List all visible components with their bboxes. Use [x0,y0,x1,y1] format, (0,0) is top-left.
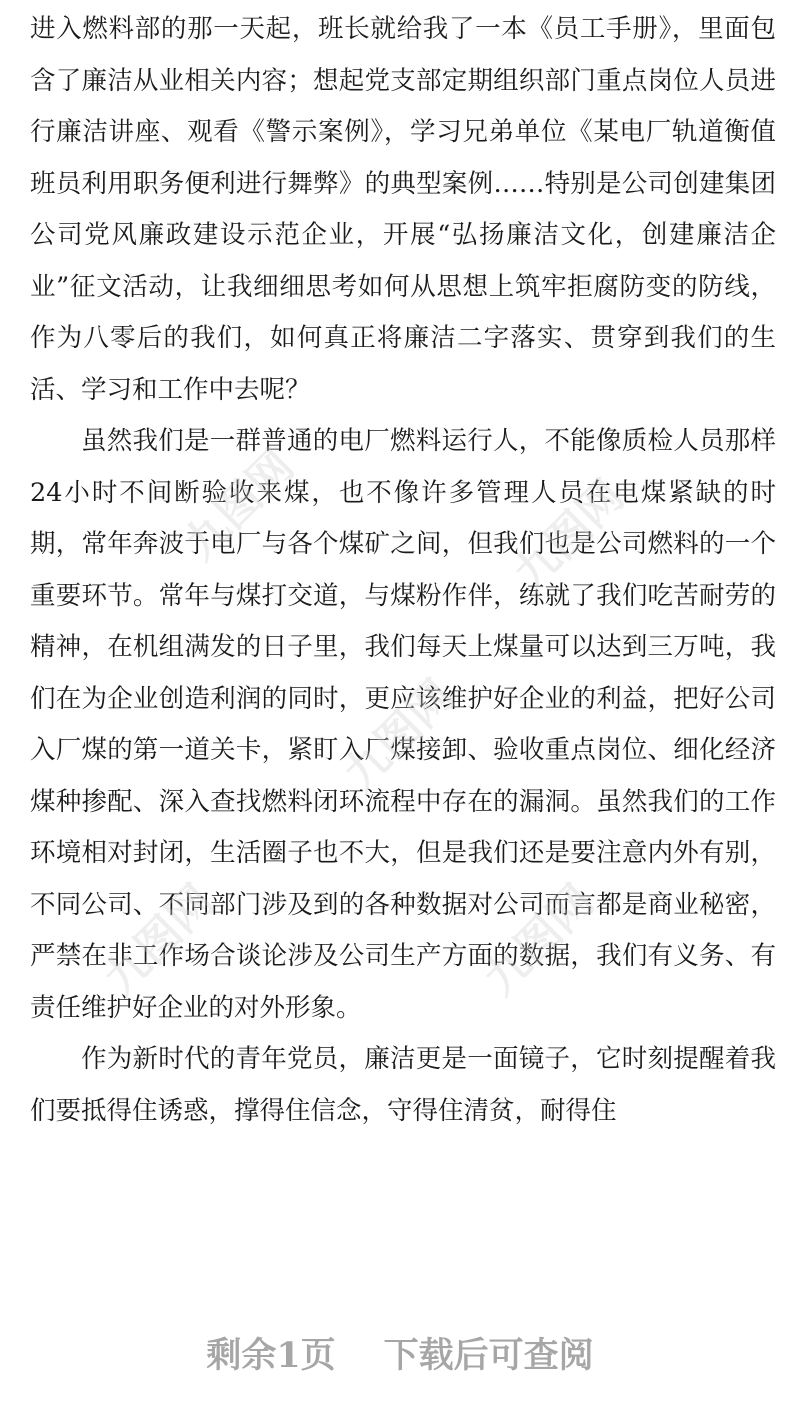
remaining-pages-label[interactable]: 剩余1页 [206,1335,336,1376]
watermark: 九图网 [94,875,224,1005]
watermark: 九图网 [474,875,604,1005]
download-to-view-label[interactable]: 下载后可查阅 [383,1335,594,1376]
paragraph-1: 进入燃料部的那一天起，班长就给我了一本《员工手册》，里面包含了廉洁从业相关内容；想起党支部定期组织部门重点岗位人员进行廉洁讲座、观看《警示案例》，学习兄弟单位《某电厂轨道衡值班员利用职务便利进行舞弊》的典型案例……特别是公司创建集团公司党风廉政建设示范企业，开展“弘扬廉洁文化，创建廉洁企业”征文活动，让我细细思考如何从思想上筑牢拒腐防变的防线，作为八零后的我们，如何真正将廉洁二字落实、贯穿到我们的生活、学习和工作中去呢？ [30,14,776,405]
paragraph-3: 作为新时代的青年党员，廉洁更是一面镜子，它时刻提醒着我们要抵得住诱惑，撑得住信念，守得住清贫，耐得住 [30,1044,776,1126]
paragraph-2: 虽然我们是一群普通的电厂燃料运行人，不能像质检人员那样24小时不间断验收来煤，也不像许多管理人员在电煤紧缺的时期，常年奔波于电厂与各个煤矿之间，但我们也是公司燃料的一个重要环节。常年与煤打交道，与煤粉作伴，练就了我们吃苦耐劳的精神，在机组满发的日子里，我们每天上煤量可以达到三万吨，我们在为企业创造利润的同时，更应该维护好企业的利益，把好公司入厂煤的第一道关卡，紧盯入厂煤接卸、验收重点岗位、细化经济煤种掺配、深入查找燃料闭环流程中存在的漏洞。虽然我们的工作环境相对封闭，生活圈子也不大，但是我们还是要注意内外有别，不同公司、不同部门涉及到的各种数据对公司而言都是商业秘密，严禁在非工作场合谈论涉及公司生产方面的数据，我们有义务、有责任维护好企业的对外形象。 [30,426,776,1023]
watermark: 九图网 [174,440,304,570]
download-prompt-banner[interactable] [0,1318,800,1388]
watermark: 九图网 [504,470,634,600]
watermark: 九图网 [334,670,464,800]
document-body [30,4,776,1137]
